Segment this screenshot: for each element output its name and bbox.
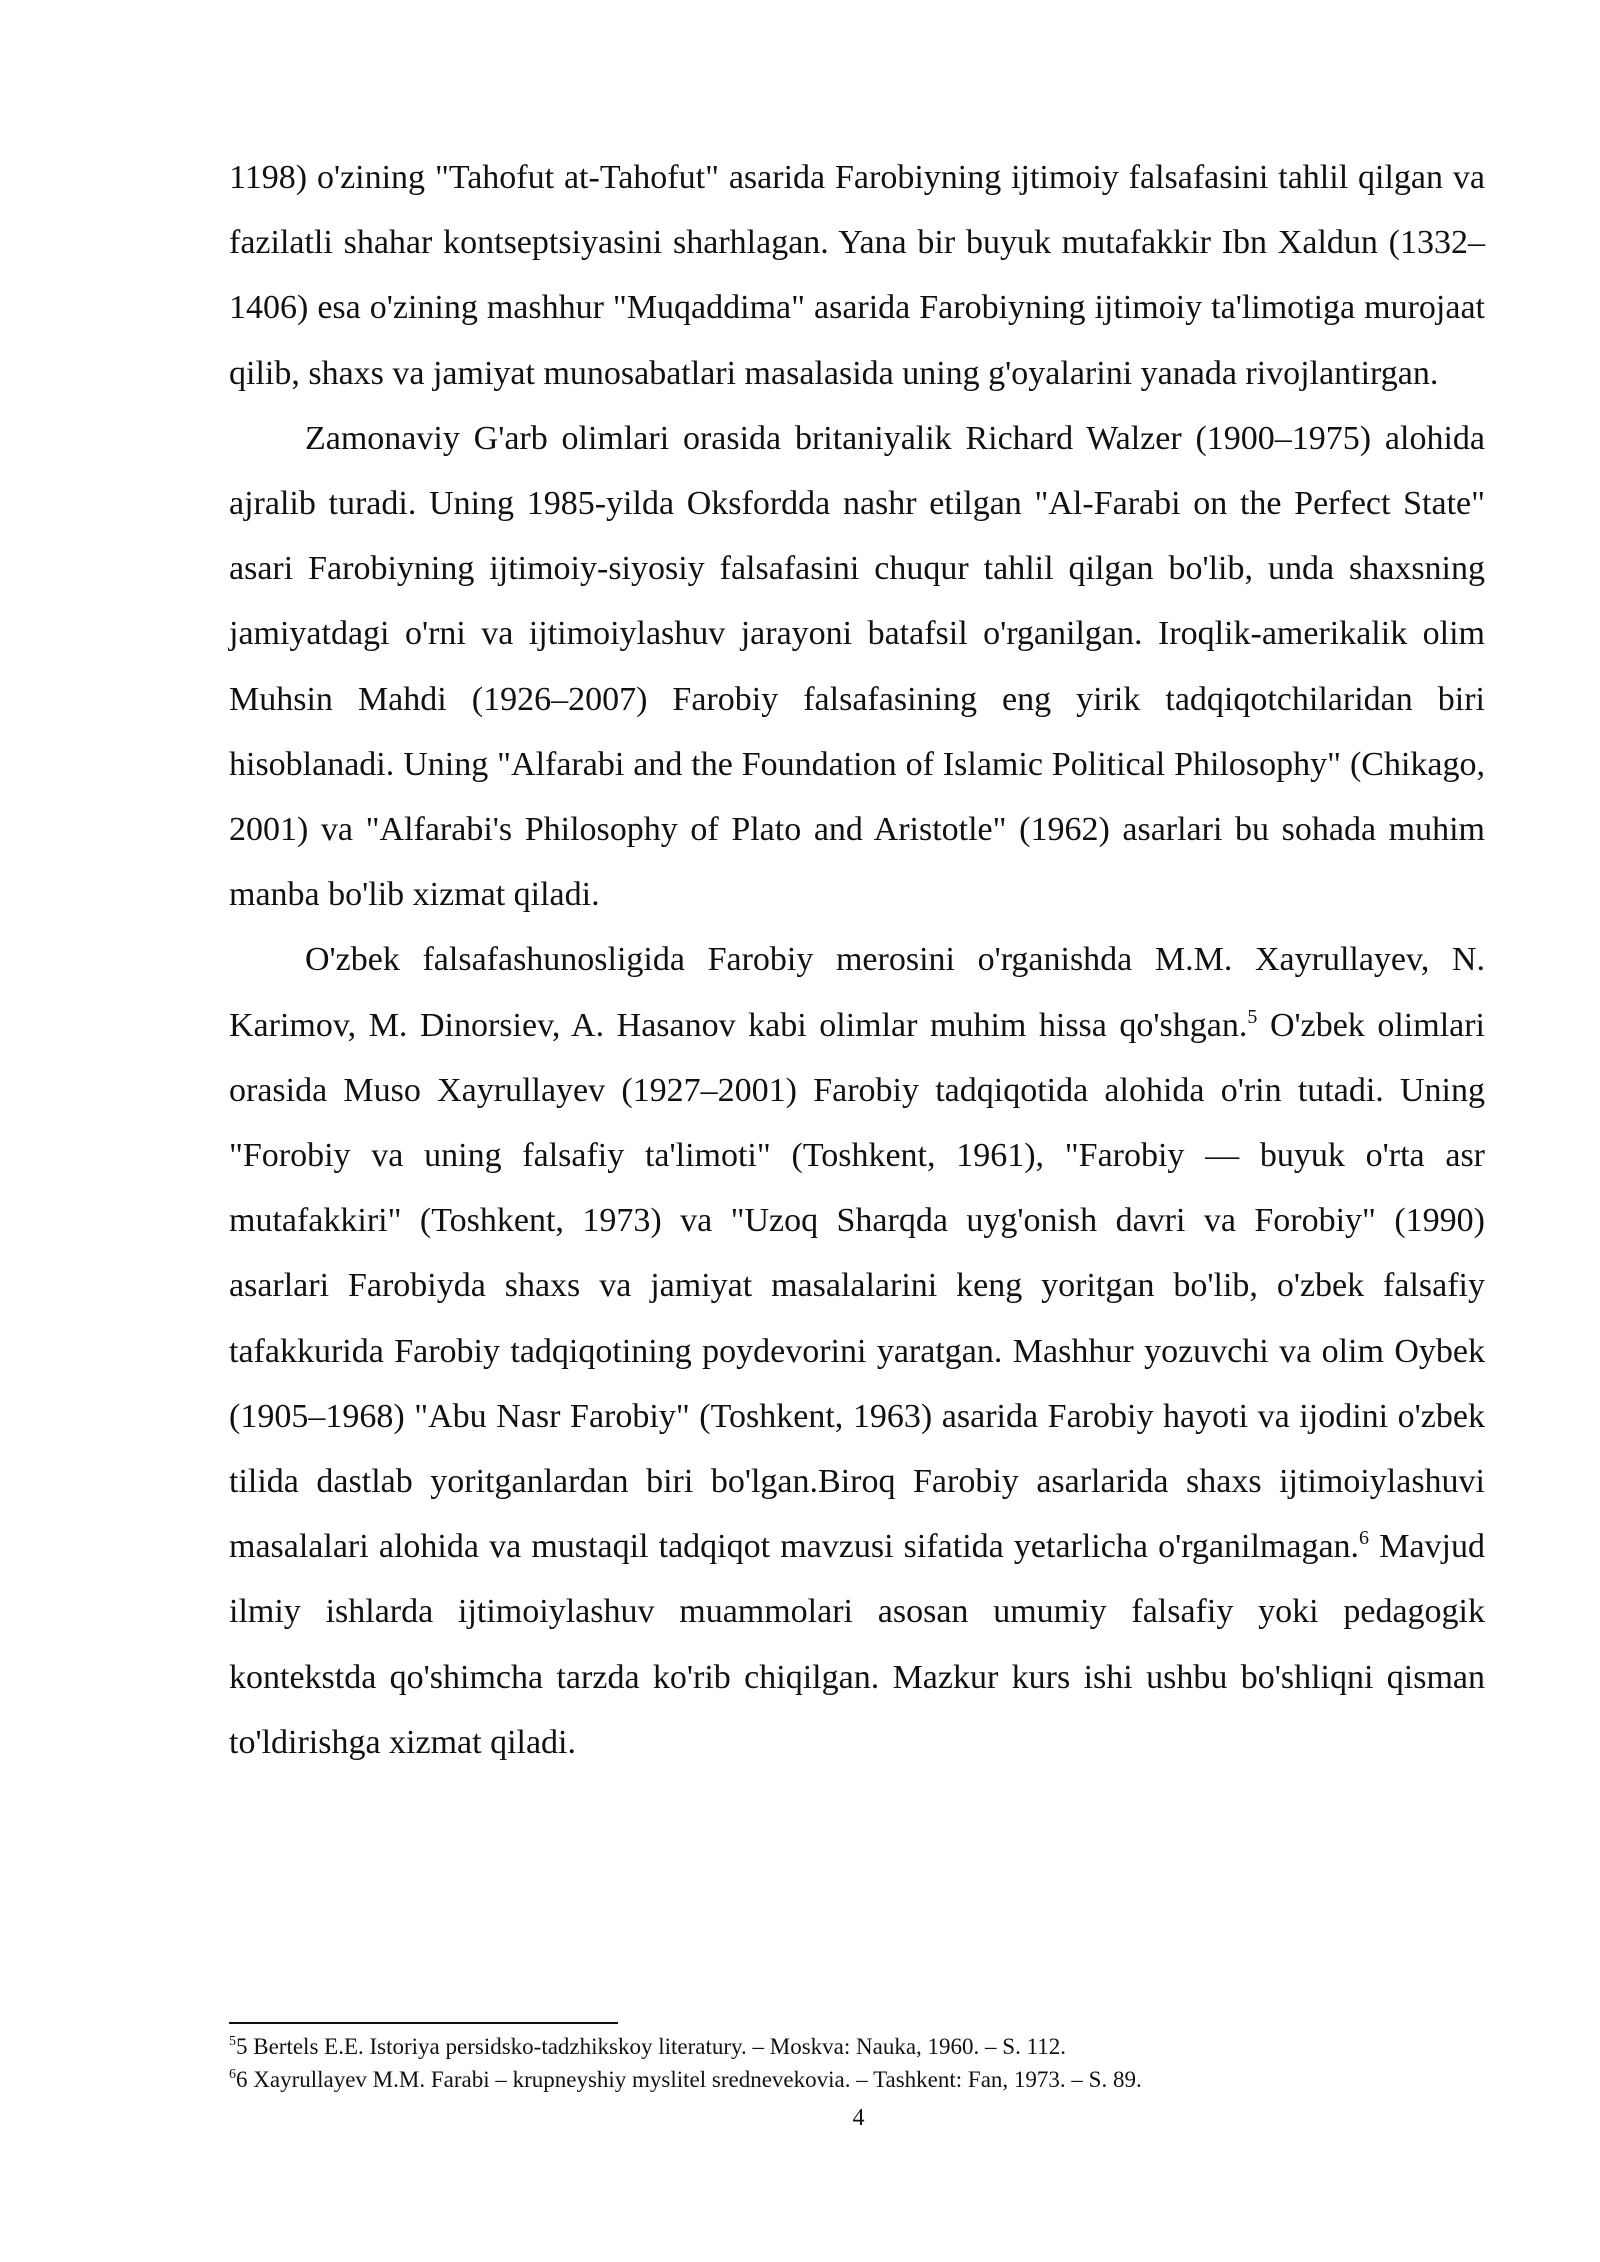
paragraph-1 (229, 145, 1485, 406)
footnote-separator (229, 2022, 618, 2024)
paragraph-1-text: 1198) o'zining "Tahofut at-Tahofut" asarida Farobiyning ijtimoiy falsafasini tahlil qilgan va fazilatli shahar kontseptsiyasini sharhlagan. Yana bir buyuk mutafakkir Ibn Xaldun (1332–1406) esa o'zining mashhur "Muqaddima" asarida Farobiyning ijtimoiy ta'limotiga murojaat qilib, shaxs va jamiyat munosabatlari masalasida uning g'oyalarini yanada rivojlantirgan. (229, 159, 1485, 392)
paragraph-3 (229, 927, 1485, 1775)
page-number: 4 (852, 2105, 865, 2131)
footnote-5 (229, 2030, 1485, 2063)
footnote-reference-5[interactable]: 5 (1247, 1005, 1258, 1028)
footnote-mark-5: 5 (229, 2034, 236, 2049)
footnote-6 (229, 2063, 1485, 2096)
paragraph-3-text-end: Mavjud ilmiy ishlarda ijtimoiylashuv muammolari asosan umumiy falsafiy yoki pedagogik kontekstda qo'shimcha tarzda ko'rib chiqilgan. Mazkur kurs ishi ushbu bo'shliqni qisman to'ldirishga xizmat qiladi. (229, 1528, 1485, 1761)
paragraph-3-text-start: O'zbek falsafashunosligida Farobiy merosini o'rganishda M.M. Xayrullayev, N. Karimov, M. Dinorsiev, A. Hasanov kabi olimlar muhim hissa qo'shgan. (229, 941, 1485, 1044)
paragraph-3-text-middle: O'zbek olimlari orasida Muso Xayrullayev (1927–2001) Farobiy tadqiqotida alohida o'rin tutadi. Uning "Forobiy va uning falsafiy ta'limoti" (Toshkent, 1961), "Farobiy — buyuk o'rta asr mutafakkiri" (Toshkent, 1973) va "Uzoq Sharqda uyg'onish davri va Forobiy" (1990) asarlari Farobiyda shaxs va jamiyat masalalarini keng yoritgan bo'lib, o'zbek falsafiy tafakkurida Farobiy tadqiqotining poydevorini yaratgan. Mashhur yozuvchi va olim Oybek (1905–1968) "Abu Nasr Farobiy" (Toshkent, 1963) asarida Farobiy hayoti va ijodini o'zbek tilida dastlab yoritganlardan biri bo'lgan.Biroq Farobiy asarlarida shaxs ijtimoiylashuvi masalalari alohida va mustaqil tadqiqot mavzusi sifatida yetarlicha o'rganilmagan. (229, 1006, 1485, 1566)
footnote-text-5: 5 Bertels E.E. Istoriya persidsko-tadzhikskoy literatury. – Moskva: Nauka, 1960. – S. 112. (236, 2034, 1066, 2059)
footnote-text-6: 6 Xayrullayev M.M. Farabi – krupneyshiy myslitel srednevekovia. – Tashkent: Fan, 1973. – S. 89. (236, 2067, 1142, 2092)
footnote-reference-6[interactable]: 6 (1359, 1527, 1370, 1550)
footnote-mark-6: 6 (229, 2067, 236, 2082)
body-text (229, 145, 1485, 1775)
footnotes (229, 2030, 1485, 2096)
paragraph-2-text: Zamonaviy G'arb olimlari orasida britaniyalik Richard Walzer (1900–1975) alohida ajralib turadi. Uning 1985-yilda Oksfordda nashr etilgan "Al-Farabi on the Perfect State" asari Farobiyning ijtimoiy-siyosiy falsafasini chuqur tahlil qilgan bo'lib, unda shaxsning jamiyatdagi o'rni va ijtimoiylashuv jarayoni batafsil o'rganilgan. Iroqlik-amerikalik olim Muhsin Mahdi (1926–2007) Farobiy falsafasining eng yirik tadqiqotchilaridan biri hisoblanadi. Uning "Alfarabi and the Foundation of Islamic Political Philosophy" (Chikago, 2001) va "Alfarabi's Philosophy of Plato and Aristotle" (1962) asarlari bu sohada muhim manba bo'lib xizmat qiladi. (229, 419, 1485, 914)
paragraph-2 (229, 406, 1485, 928)
